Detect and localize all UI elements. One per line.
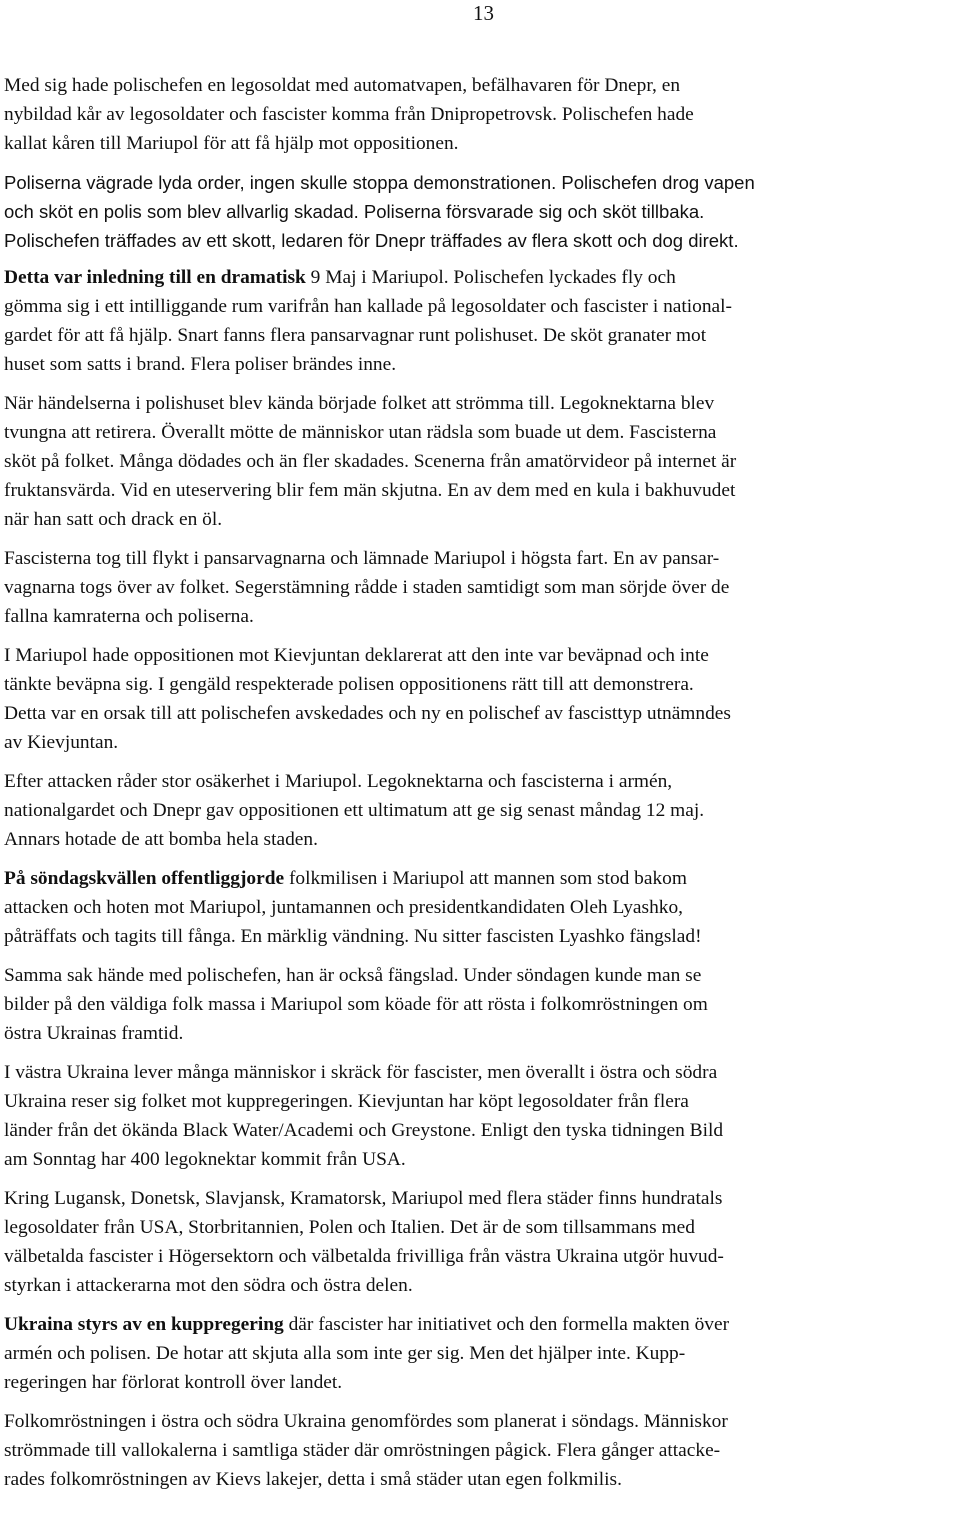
text-line: Kring Lugansk, Donetsk, Slavjansk, Kramatorsk, Mariupol med flera städer finns hundratals — [4, 1188, 723, 1209]
paragraph — [4, 263, 956, 379]
text-line: tvungna att retirera. Överallt mötte de människor utan rädsla som buade ut dem. Fascisterna — [4, 422, 717, 443]
text-line: Annars hotade de att bomba hela staden. — [4, 829, 318, 850]
text-line: påträffats och tagits till fånga. En märklig vändning. Nu sitter fascisten Lyashko fängslad! — [4, 926, 702, 947]
text-line: Efter attacken råder stor osäkerhet i Mariupol. Legoknektarna och fascisterna i armén, — [4, 771, 673, 792]
paragraph — [4, 961, 956, 1048]
line-rest: folkmilisen i Mariupol att mannen som stod bakom — [284, 868, 687, 889]
text-line: am Sonntag har 400 legoknektar kommit från USA. — [4, 1149, 406, 1170]
paragraph — [4, 767, 956, 854]
text-line — [4, 864, 956, 893]
paragraph — [4, 1310, 956, 1397]
text-line: fruktansvärda. Vid en uteservering blir fem män skjutna. En av dem med en kula i bakhuvudet — [4, 480, 736, 501]
paragraph — [4, 389, 956, 534]
line-rest: 9 Maj i Mariupol. Polischefen lyckades fly och — [305, 267, 676, 288]
line-rest: där fascister har initiativet och den formella makten över — [283, 1314, 730, 1335]
paragraph — [4, 1407, 956, 1494]
text-line: Samma sak hände med polischefen, han är också fängslad. Under söndagen kunde man se — [4, 965, 702, 986]
text-line: huset som satts i brand. Flera poliser brändes inne. — [4, 354, 397, 375]
bold-lead: Ukraina styrs av en kuppregering — [4, 1314, 284, 1335]
paragraph — [4, 1184, 956, 1300]
text-line: Ukraina reser sig folket mot kuppregeringen. Kievjuntan har köpt legosoldater från flera — [4, 1091, 689, 1112]
text-line: av Kievjuntan. — [4, 732, 119, 753]
text-line: bilder på den väldiga folk massa i Mariupol som köade för att rösta i folkomröstningen om — [4, 994, 708, 1015]
text-line: sköt på folket. Många dödades och än fler skadades. Scenerna från amatörvideor på internet är — [4, 451, 737, 472]
text-line: Fascisterna tog till flykt i pansarvagnarna och lämnade Mariupol i högsta fart. En av pansar- — [4, 548, 720, 569]
text-line: I Mariupol hade oppositionen mot Kievjuntan deklarerat att den inte var beväpnad och inte — [4, 645, 709, 666]
paragraph — [4, 168, 956, 255]
text-line: gardet för att få hjälp. Snart fanns flera pansarvagnar runt polishuset. De sköt granater mot — [4, 325, 707, 346]
text-line: fallna kamraterna och poliserna. — [4, 606, 254, 627]
text-line: Detta var en orsak till att polischefen avskedades och ny en polischef av fascisttyp utnämndes — [4, 703, 731, 724]
text-line: och sköt en polis som blev allvarlig skadad. Poliserna försvarade sig och sköt tillbaka. — [4, 201, 705, 222]
text-line: välbetalda fascister i Högersektorn och välbetalda frivilliga från västra Ukraina utgör huvud- — [4, 1246, 724, 1267]
paragraph — [4, 71, 956, 158]
text-line: regeringen har förlorat kontroll över landet. — [4, 1372, 343, 1393]
text-line — [4, 263, 956, 292]
paragraph — [4, 641, 956, 757]
text-line: I västra Ukraina lever många människor i skräck för fascister, men överallt i östra och södra — [4, 1062, 718, 1083]
text-line: legosoldater från USA, Storbritannien, Polen och Italien. Det är de som tillsammans med — [4, 1217, 695, 1238]
text-line: när han satt och drack en öl. — [4, 509, 223, 530]
text-line — [4, 1310, 956, 1339]
text-line: attacken och hoten mot Mariupol, juntamannen och presidentkandidaten Oleh Lyashko, — [4, 897, 684, 918]
text-line: När händelserna i polishuset blev kända började folket att strömma till. Legoknektarna blev — [4, 393, 715, 414]
text-line: tänkte beväpna sig. I gengäld respekterade polisen oppositionens rätt till att demonstrera. — [4, 674, 694, 695]
text-line: gömma sig i ett intilliggande rum varifrån han kallade på legosoldater och fascister i national- — [4, 296, 732, 317]
text-line: Med sig hade polischefen en legosoldat med automatvapen, befälhavaren för Dnepr, en — [4, 75, 681, 96]
paragraph — [4, 544, 956, 631]
text-line: strömmade till vallokalerna i samtliga städer där omröstningen pågick. Flera gånger attacke- — [4, 1440, 721, 1461]
text-line: Folkomröstningen i östra och södra Ukraina genomfördes som planerat i söndags. Människor — [4, 1411, 728, 1432]
text-line: styrkan i attackerarna mot den södra och östra delen. — [4, 1275, 413, 1296]
text-line: nationalgardet och Dnepr gav oppositionen ett ultimatum att ge sig senast måndag 12 maj. — [4, 800, 705, 821]
bold-lead: Detta var inledning till en dramatisk — [4, 267, 306, 288]
text-line: Poliserna vägrade lyda order, ingen skulle stoppa demonstrationen. Polischefen drog vapen — [4, 172, 755, 193]
page-number: 13 — [473, 1, 494, 25]
paragraph — [4, 864, 956, 951]
article-body — [4, 71, 956, 1504]
paragraph — [4, 1058, 956, 1174]
bold-lead: På söndagskvällen offentliggjorde — [4, 868, 285, 889]
text-line: kallat kåren till Mariupol för att få hjälp mot oppositionen. — [4, 133, 459, 154]
text-line: rades folkomröstningen av Kievs lakejer, detta i små städer utan egen folkmilis. — [4, 1469, 622, 1490]
text-line: armén och polisen. De hotar att skjuta alla som inte ger sig. Men det hjälper inte. Kupp- — [4, 1343, 686, 1364]
text-line: nybildad kår av legosoldater och fascister komma från Dnipropetrovsk. Polischefen hade — [4, 104, 694, 125]
text-line: Polischefen träffades av ett skott, ledaren för Dnepr träffades av flera skott och dog direkt. — [4, 230, 739, 251]
text-line: länder från det ökända Black Water/Academi och Greystone. Enligt den tyska tidningen Bild — [4, 1120, 724, 1141]
text-line: östra Ukrainas framtid. — [4, 1023, 184, 1044]
text-line: vagnarna togs över av folket. Segerstämning rådde i staden samtidigt som man sörjde över de — [4, 577, 730, 598]
